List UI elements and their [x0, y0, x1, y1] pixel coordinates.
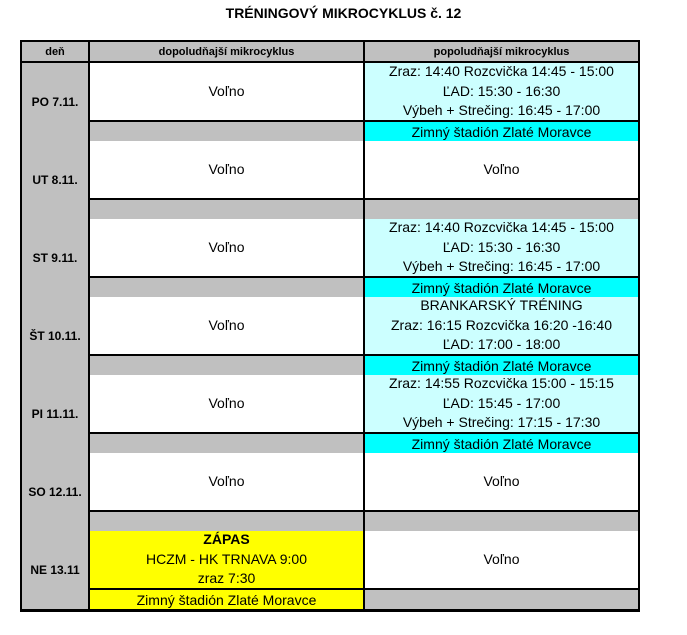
day-label: ST 9.11. — [22, 219, 88, 297]
afternoon-line: Zraz: 14:40 Rozcvička 14:45 - 15:00 — [389, 63, 614, 80]
empty-bar — [90, 512, 363, 531]
afternoon-line: Výbeh + Strečing: 16:45 - 17:00 — [402, 102, 601, 119]
day-label: PO 7.11. — [22, 63, 88, 141]
page-title: TRÉNINGOVÝ MIKROCYKLUS č. 12 — [225, 5, 462, 21]
morning-cell — [90, 531, 363, 588]
morning-cell — [90, 453, 363, 510]
afternoon-line: Voľno — [483, 472, 520, 489]
venue-bar: Zimný štadión Zlaté Moravce — [90, 590, 363, 609]
morning-cell — [90, 297, 363, 354]
schedule-table — [20, 40, 640, 612]
venue-bar: Zimný štadión Zlaté Moravce — [365, 122, 638, 141]
afternoon-line: ĽAD: 15:30 - 16:30 — [442, 82, 561, 99]
morning-line: Voľno — [208, 394, 245, 411]
header-morning: dopoludňajší mikrocyklus — [90, 42, 363, 61]
morning-cell — [90, 219, 363, 276]
venue-bar: Zimný štadión Zlaté Moravce — [365, 434, 638, 453]
empty-bar — [90, 200, 363, 219]
header-day: deň — [22, 42, 88, 61]
afternoon-line: Voľno — [483, 160, 520, 177]
afternoon-line: Zraz: 14:40 Rozcvička 14:45 - 15:00 — [389, 219, 614, 236]
morning-line: Voľno — [208, 160, 245, 177]
empty-bar — [365, 200, 638, 219]
afternoon-line: Výbeh + Strečing: 16:45 - 17:00 — [402, 258, 601, 275]
afternoon-line: Zraz: 16:15 Rozcvička 16:20 -16:40 — [390, 316, 612, 333]
morning-line: HCZM - HK TRNAVA 9:00 — [145, 550, 308, 567]
morning-line: Voľno — [208, 238, 245, 255]
day-label: ŠT 10.11. — [22, 297, 88, 375]
morning-line: zraz 7:30 — [197, 570, 256, 587]
day-label: UT 8.11. — [22, 141, 88, 219]
empty-bar — [90, 122, 363, 141]
header-afternoon: popoludňajší mikrocyklus — [365, 42, 638, 61]
afternoon-cell — [365, 531, 638, 588]
day-label: NE 13.11 — [22, 531, 88, 609]
empty-bar — [365, 590, 638, 609]
afternoon-line: Zraz: 14:55 Rozcvička 15:00 - 15:15 — [389, 375, 614, 392]
empty-bar — [90, 278, 363, 297]
afternoon-cell — [365, 297, 638, 354]
afternoon-cell — [365, 219, 638, 276]
day-label: PI 11.11. — [22, 375, 88, 453]
morning-cell — [90, 375, 363, 432]
empty-bar — [365, 512, 638, 531]
empty-bar — [90, 434, 363, 453]
venue-bar: Zimný štadión Zlaté Moravce — [365, 356, 638, 375]
afternoon-cell — [365, 141, 638, 198]
morning-line: Voľno — [208, 472, 245, 489]
afternoon-line: ĽAD: 15:30 - 16:30 — [442, 238, 561, 255]
morning-cell — [90, 141, 363, 198]
morning-line: ZÁPAS — [203, 531, 250, 548]
morning-cell — [90, 63, 363, 120]
empty-bar — [90, 356, 363, 375]
morning-line: Voľno — [208, 82, 245, 99]
afternoon-cell — [365, 453, 638, 510]
afternoon-line: ĽAD: 17:00 - 18:00 — [442, 336, 561, 353]
afternoon-cell — [365, 63, 638, 120]
venue-bar: Zimný štadión Zlaté Moravce — [365, 278, 638, 297]
afternoon-line: BRANKARSKÝ TRÉNING — [420, 297, 583, 314]
afternoon-cell — [365, 375, 638, 432]
morning-line: Voľno — [208, 316, 245, 333]
day-label: SO 12.11. — [22, 453, 88, 531]
afternoon-line: ĽAD: 15:45 - 17:00 — [442, 394, 561, 411]
afternoon-line: Voľno — [483, 550, 520, 567]
afternoon-line: Výbeh + Strečing: 17:15 - 17:30 — [402, 414, 601, 431]
